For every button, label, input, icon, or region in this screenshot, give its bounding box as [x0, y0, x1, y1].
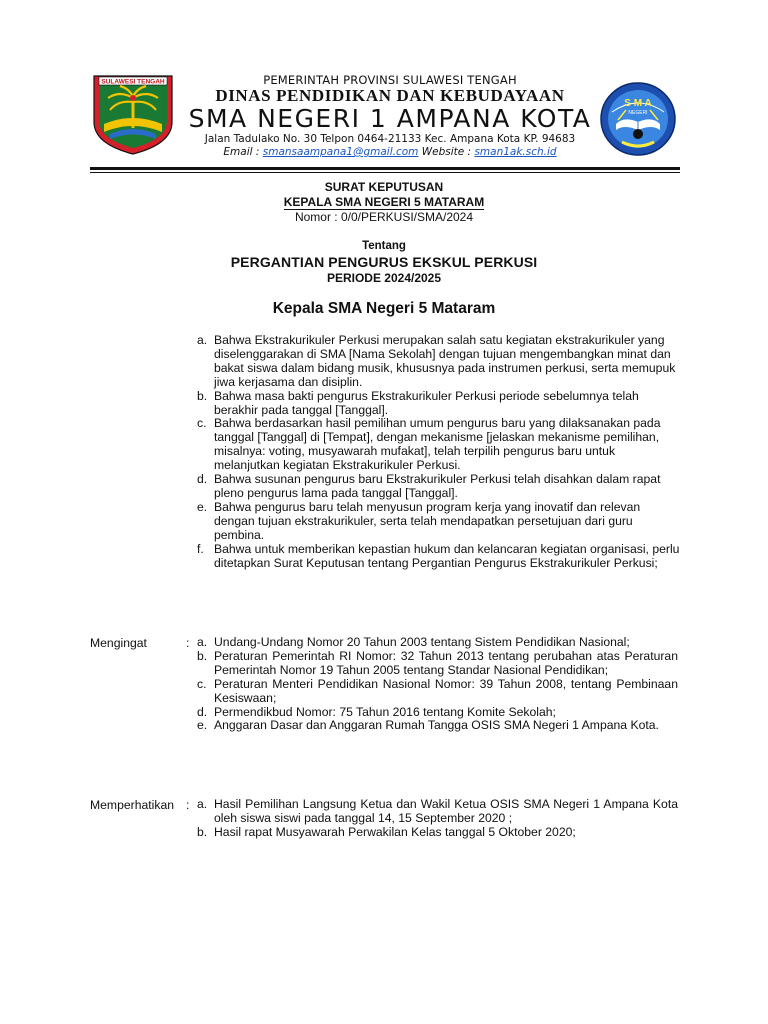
letterhead-rule-thin: [90, 172, 680, 173]
school-emblem-text: S M A: [624, 98, 652, 109]
list-marker: b.: [197, 648, 208, 663]
list-item: [197, 333, 684, 390]
school-address: Jalan Tadulako No. 30 Telpon 0464-21133 Kec. Ampana Kota KP. 94683: [204, 133, 576, 145]
list-marker: a.: [197, 635, 208, 649]
list-item-text: Bahwa Ekstrakurikuler Perkusi merupakan salah satu kegiatan ekstrakurikuler yang diselenggarakan di SMA [Nama Sekolah] dengan tujuan mengembangkan minat dan bakat siswa dalam bidang musik, khususnya pada instrumen perkusi, serta memupuk jiwa kerjasama dan disiplin.: [214, 333, 676, 389]
list-marker: b.: [197, 824, 208, 839]
list-marker: f.: [197, 541, 204, 556]
government-name: PEMERINTAH PROVINSI SULAWESI TENGAH: [263, 73, 517, 87]
list-item: [197, 676, 678, 706]
list-item: [197, 416, 684, 473]
list-item-text: Permendikbud Nomor: 75 Tahun 2016 tentang Komite Sekolah;: [214, 704, 556, 719]
list-item: [197, 635, 678, 650]
list-item-text: Bahwa untuk memberikan kepastian hukum dan kelancaran kegiatan organisasi, perlu ditetapkan Surat Keputusan tentang Pergantian Pengurus Ekstrakurikuler Perkusi;: [214, 541, 680, 570]
list-item: [197, 824, 678, 840]
list-item-text: Bahwa masa bakti pengurus Ekstrakurikuler Perkusi periode sebelumnya telah berakhir pada tanggal [Tanggal].: [214, 388, 639, 417]
email-label: Email :: [223, 146, 260, 158]
list-item-text: Bahwa pengurus baru telah menyusun program kerja yang inovatif dan relevan dengan tujuan ekstrakurikuler, serta telah mendapatkan persetujuan dari guru pembina.: [214, 499, 641, 542]
memperhatikan-label: Memperhatikan: [90, 798, 174, 812]
list-item: [197, 704, 678, 720]
list-marker: e.: [197, 499, 208, 514]
list-marker: e.: [197, 718, 208, 733]
issuer-heading: [0, 195, 768, 209]
list-item-text: Anggaran Dasar dan Anggaran Rumah Tangga OSIS SMA Negeri 1 Ampana Kota.: [214, 718, 659, 733]
province-emblem-caption: SULAWESI TENGAH: [101, 78, 165, 86]
list-item-text: Undang-Undang Nomor 20 Tahun 2003 tentang Sistem Pendidikan Nasional;: [214, 635, 630, 649]
principal-heading: Kepala SMA Negeri 5 Mataram: [272, 300, 496, 317]
list-item-text: Peraturan Menteri Pendidikan Nasional Nomor: 39 Tahun 2008, tentang Pembinaan Kesiswaan;: [214, 676, 678, 705]
subject-title: PERGANTIAN PENGURUS EKSKUL PERKUSI: [230, 254, 538, 270]
list-item-text: Peraturan Pemerintah RI Nomor: 32 Tahun 2013 tentang perubahan atas Peraturan Pemerintah Nomor 19 Tahun 2005 tentang Standar Nasional Pendidikan;: [214, 648, 678, 677]
school-emblem-sub: NEGERI: [628, 110, 648, 116]
memperhatikan-colon: :: [186, 798, 190, 812]
list-marker: d.: [197, 472, 208, 487]
mengingat-label: Mengingat: [90, 636, 147, 650]
mengingat-colon: :: [186, 636, 190, 650]
list-marker: a.: [197, 333, 208, 347]
list-item-text: Hasil rapat Musyawarah Perwakilan Kelas tanggal 5 Oktober 2020;: [214, 824, 576, 839]
document-type: SURAT KEPUTUSAN: [324, 180, 444, 194]
website-link[interactable]: sman1ak.sch.id: [474, 146, 557, 158]
about-label: Tentang: [362, 240, 406, 252]
list-marker: c.: [197, 676, 207, 691]
list-marker: d.: [197, 704, 208, 719]
school-name: SMA NEGERI 1 AMPANA KOTA: [188, 104, 592, 133]
list-marker: c.: [197, 416, 207, 431]
email-link[interactable]: smansaampana1@gmail.com: [262, 146, 419, 158]
list-item: [197, 388, 684, 418]
department-name: DINAS PENDIDIKAN DAN KEBUDAYAAN: [215, 86, 565, 105]
list-item: [197, 541, 684, 571]
document-number: Nomor : 0/0/PERKUSI/SMA/2024: [294, 210, 474, 224]
school-emblem-icon: [598, 80, 678, 158]
list-item: [197, 718, 678, 733]
list-item: [197, 648, 678, 678]
school-emblem: [598, 80, 678, 158]
list-marker: a.: [197, 797, 208, 811]
list-item-text: Bahwa susunan pengurus baru Ekstrakurikuler Perkusi telah disahkan dalam rapat pleno pengurus lama pada tanggal [Tanggal].: [214, 472, 661, 500]
list-item: [197, 797, 678, 826]
considerations-list: [197, 333, 684, 570]
observations-list: [197, 797, 678, 840]
list-marker: b.: [197, 388, 208, 403]
period-title: PERIODE 2024/2025: [326, 271, 442, 285]
letterhead-rule-thick: [90, 167, 680, 170]
website-label: Website :: [421, 146, 472, 158]
list-item: [197, 472, 684, 501]
list-item-text: Bahwa berdasarkan hasil pemilihan umum pengurus baru yang dilaksanakan pada tanggal [Tanggal] di [Tempat], dengan mekanisme [jelaskan mekanisme pemilihan, misalnya: voting, musyawarah mufakat], telah terpilih pengurus baru untuk melanjutkan kegiatan Ekstrakurikuler Perkusi.: [214, 416, 661, 473]
issuer-heading-text: KEPALA SMA NEGERI 5 MATARAM: [283, 195, 485, 209]
legal-basis-list: [197, 635, 678, 733]
list-item-text: Hasil Pemilihan Langsung Ketua dan Wakil Ketua OSIS SMA Negeri 1 Ampana Kota oleh siswa siswi pada tanggal 14, 15 September 2020 ;: [214, 797, 678, 825]
list-item: [197, 499, 684, 543]
